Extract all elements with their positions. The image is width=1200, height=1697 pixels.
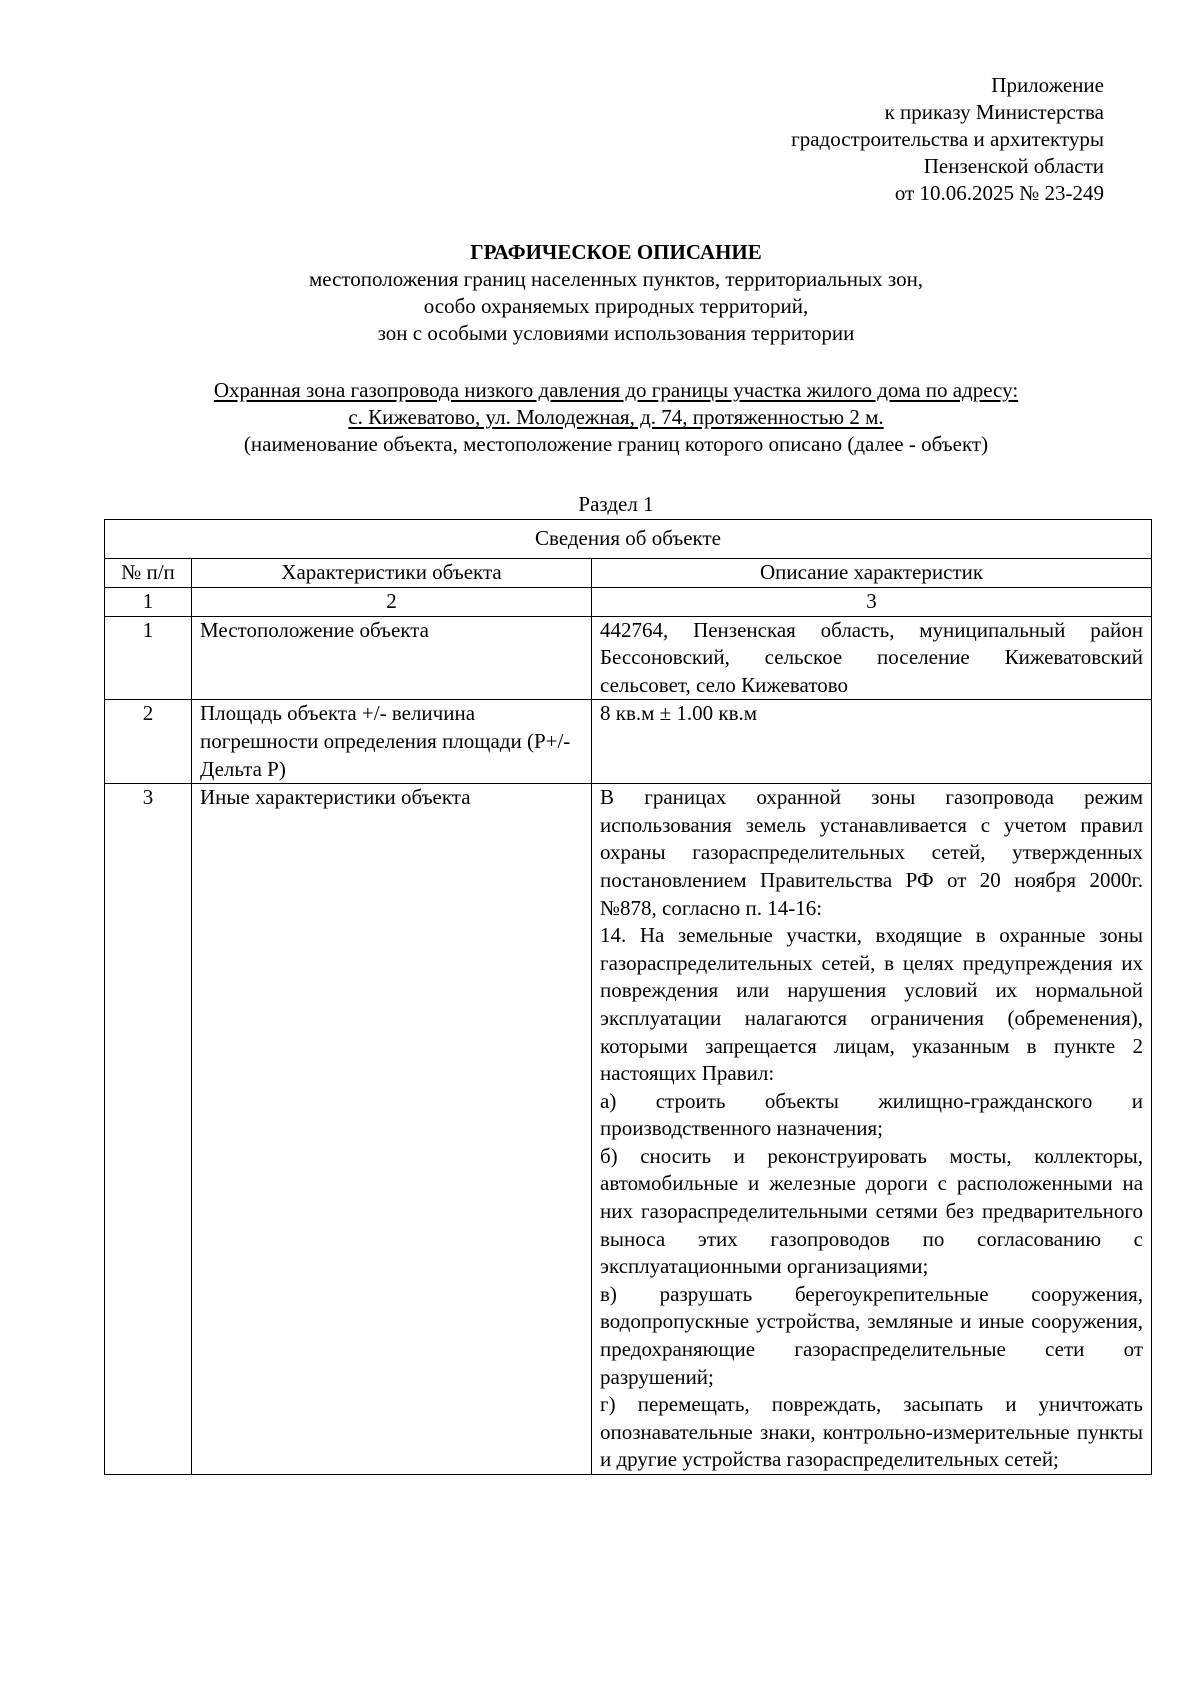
object-name-line: Охранная зона газопровода низкого давления до границы участка жилого дома по адресу: [213,378,1019,402]
table-row [105,700,1152,784]
title-block [96,239,1136,347]
document-subtitle-line: зон с особыми условиями использования территории [377,321,855,345]
table-row [105,616,1152,700]
approval-line: от 10.06.2025 № 23-249 [894,181,1104,205]
row-description [592,616,1152,700]
table-caption-row [105,520,1152,559]
approval-line: Приложение [991,73,1104,97]
table-header-row [105,559,1152,588]
approval-line: Пензенской области [923,154,1104,178]
object-info-table [104,519,1152,1475]
description-paragraph: в) разрушать берегоукрепительные сооружения, водопропускные устройства, земляные и иные сооружения, предохраняющие газораспределительные сети от разрушений; [600,1281,1144,1389]
row-characteristic: Иные характеристики объекта [192,784,592,1475]
row-number: 2 [105,700,192,784]
column-header: Описание характеристик [592,559,1152,588]
column-header: Характеристики объекта [192,559,592,588]
approval-block [791,72,1104,207]
object-name-caption: (наименование объекта, местоположение границ которого описано (далее - объект) [243,432,989,456]
description-paragraph: б) сносить и реконструировать мосты, коллекторы, автомобильные и железные дороги с расположенными на них газораспределительными сетями без предварительного выноса этих газопроводов по согласованию с эксплуатационными организациями; [600,1143,1144,1279]
section-label: Раздел 1 [578,492,654,516]
description-paragraph: 14. На земельные участки, входящие в охранные зоны газораспределительных сетей, в целях предупреждения их повреждения или нарушения условий их нормальной эксплуатации налагаются ограничения (обременения), которыми запрещается лицам, указанным в пункте 2 настоящих Правил: [600,923,1144,1086]
table-caption: Сведения об объекте [105,520,1152,559]
description-paragraph: г) перемещать, повреждать, засыпать и уничтожать опознавательные знаки, контрольно-измерительные пункты и другие устройства газораспределительных сетей; [600,1392,1144,1472]
table-column-numbers-row [105,588,1152,617]
approval-line: градостроительства и архитектуры [791,127,1104,151]
table-row [105,784,1152,1475]
row-characteristic: Местоположение объекта [192,616,592,700]
document-subtitle-line: особо охраняемых природных территорий, [423,294,809,318]
document-subtitle-line: местоположения границ населенных пунктов, территориальных зон, [308,267,924,291]
row-description [592,700,1152,784]
description-paragraph: а) строить объекты жилищно-гражданского и производственного назначения; [600,1088,1144,1141]
document-title: ГРАФИЧЕСКОЕ ОПИСАНИЕ [470,240,762,264]
row-number: 1 [105,616,192,700]
description-paragraph: 8 кв.м ± 1.00 кв.м [600,701,758,726]
description-paragraph: В границах охранной зоны газопровода режим использования земель устанавливается с учетом правил охраны газораспределительных сетей, утвержденных постановлением Правительства РФ от 20 ноября 2000г. №878, согласно п. 14-16: [600,785,1144,920]
approval-line: к приказу Министерства [884,100,1104,124]
column-number: 3 [592,588,1152,617]
column-number: 1 [105,588,192,617]
row-number: 3 [105,784,192,1475]
description-paragraph: 442764, Пензенская область, муниципальный район Бессоновский, сельское поселение Кижеватовский сельсовет, село Кижеватово [600,617,1144,697]
row-description [592,784,1152,1475]
column-number: 2 [192,588,592,617]
object-name-line: с. Кижеватово, ул. Молодежная, д. 74, протяженностью 2 м. [348,405,884,429]
row-characteristic: Площадь объекта +/- величина погрешности определения площади (P+/- Дельта P) [192,700,592,784]
object-name-block [96,377,1136,458]
column-header: № п/п [105,559,192,588]
